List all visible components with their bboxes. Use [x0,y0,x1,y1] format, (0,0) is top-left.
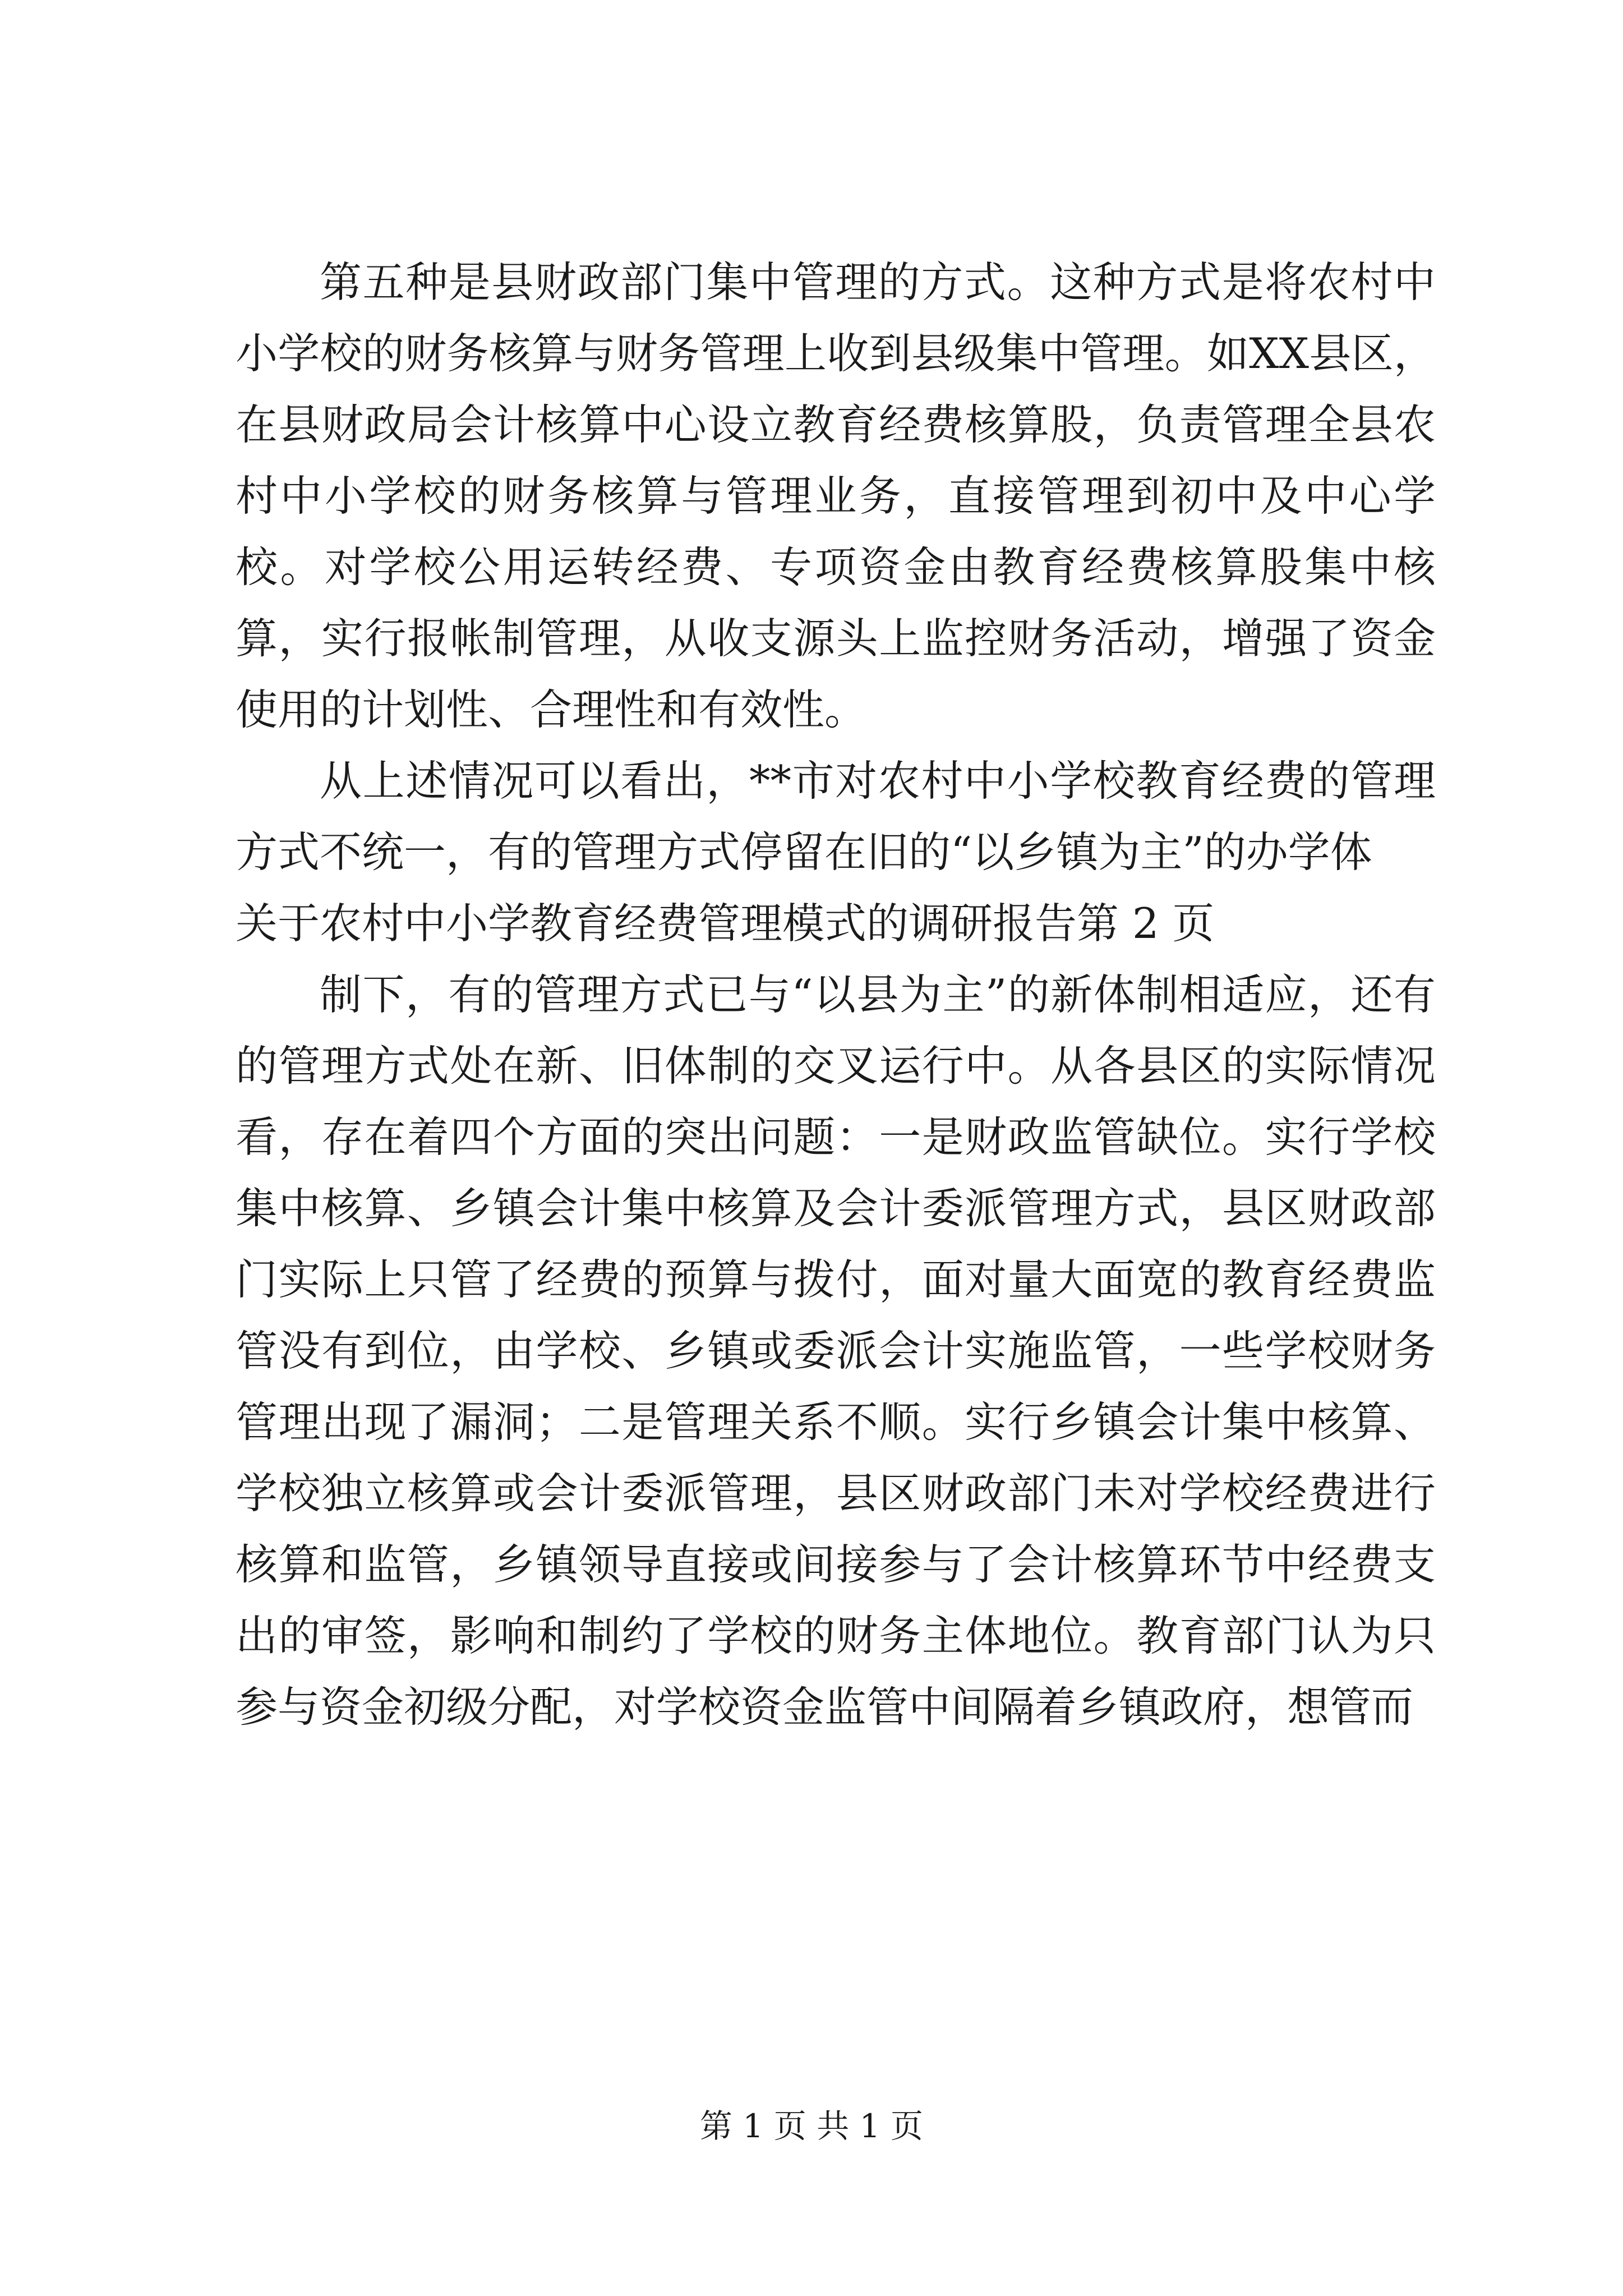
page-footer: 第 1 页 共 1 页 [700,2107,923,2145]
paragraph-problems: 制下，有的管理方式已与“以县为主”的新体制相适应，还有的管理方式处在新、旧体制的交叉运行中。从各县区的实际情况看，存在着四个方面的突出问题：一是财政监管缺位。实行学校集中核算、乡镇会计集中核算及会计委派管理方式，县区财政部门实际上只管了经费的预算与拨付，面对量大面宽的教育经费监管没有到位，由学校、乡镇或委派会计实施监管，一些学校财务管理出现了漏洞；二是管理关系不顺。实行乡镇会计集中核算、学校独立核算或会计委派管理，县区财政部门未对学校经费进行核算和监管，乡镇领导直接或间接参与了会计核算环节中经费支出的审签，影响和制约了学校的财务主体地位。教育部门认为只参与资金初级分配，对学校资金监管中间隔着乡镇政府，想管而 [236,970,1436,1732]
paragraph-summary: 从上述情况可以看出，**市对农村中小学校教育经费的管理方式不统一，有的管理方式停留在旧的“以乡镇为主”的办学体 [236,756,1436,877]
running-title: 关于农村中小学教育经费管理模式的调研报告第 2 页 [236,899,1215,948]
paragraph-fifth-method: 第五种是县财政部门集中管理的方式。这种方式是将农村中小学校的财务核算与财务管理上收到县级集中管理。如XX县区，在县财政局会计核算中心设立教育经费核算股，负责管理全县农村中小学校的财务核算与管理业务，直接管理到初中及中心学校。对学校公用运转经费、专项资金由教育经费核算股集中核算，实行报帐制管理，从收支源头上监控财务活动，增强了资金使用的计划性、合理性和有效性。 [236,257,1436,734]
document-body [236,247,1436,1743]
